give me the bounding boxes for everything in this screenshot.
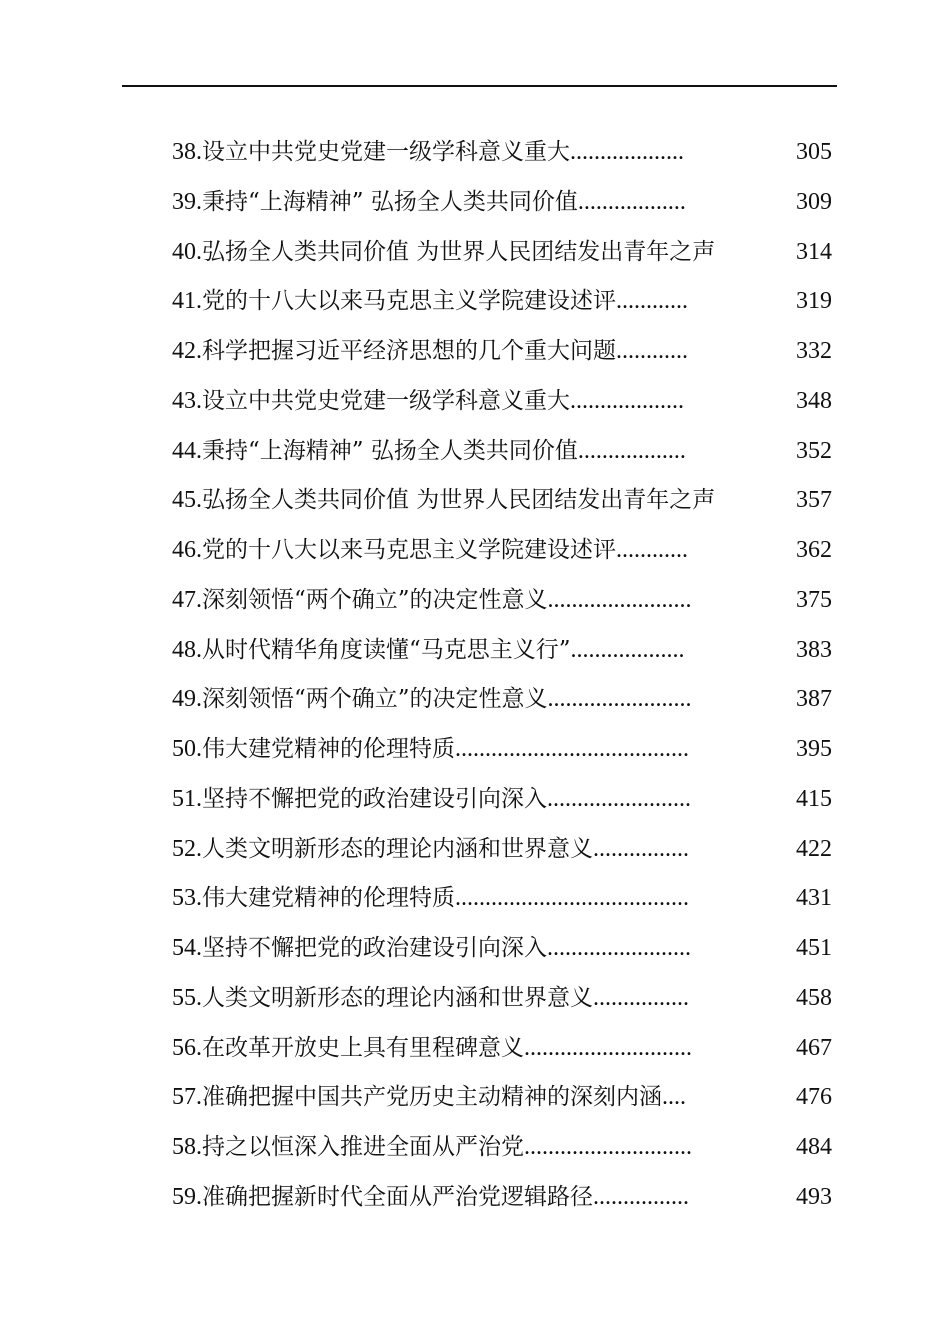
toc-entry-text xyxy=(172,128,570,178)
toc-entry-title: 持之以恒深入推进全面从严治党 xyxy=(202,1134,524,1160)
toc-entry-title: 秉持“上海精神” 弘扬全人类共同价值 xyxy=(202,437,578,464)
toc-entry-text xyxy=(172,526,616,576)
toc-entry-number: 56. xyxy=(172,1034,202,1061)
toc-entry-page-number: 348 xyxy=(796,387,832,414)
toc-entry-number: 54. xyxy=(172,935,202,961)
toc-entry-page-number: 458 xyxy=(796,984,832,1011)
toc-entry-number: 59. xyxy=(172,1183,202,1210)
toc-entry[interactable] xyxy=(172,476,832,526)
toc-entry-number: 38. xyxy=(172,139,202,165)
toc-entry-number: 41. xyxy=(172,288,202,315)
toc-entry-number: 58. xyxy=(172,1134,202,1160)
toc-entry[interactable] xyxy=(172,576,832,626)
table-of-contents xyxy=(172,128,832,1223)
toc-entry[interactable] xyxy=(172,626,832,676)
header-rule xyxy=(122,85,837,87)
toc-entry-text xyxy=(172,874,455,924)
toc-entry[interactable] xyxy=(172,675,832,725)
toc-entry-number: 40. xyxy=(172,238,202,265)
toc-entry-text xyxy=(172,476,715,526)
toc-entry-title: 设立中共党史党建一级学科意义重大 xyxy=(202,387,570,414)
toc-entry-text xyxy=(172,178,578,228)
toc-entry-title: 准确把握中国共产党历史主动精神的深刻内涵 xyxy=(202,1084,662,1111)
toc-entry-leader-dots: ................ xyxy=(593,984,689,1011)
toc-entry[interactable] xyxy=(172,427,832,477)
toc-entry-text xyxy=(172,825,593,875)
toc-entry-page-number: 451 xyxy=(796,935,832,961)
toc-entry-number: 49. xyxy=(172,686,202,713)
toc-entry-number: 55. xyxy=(172,984,202,1011)
toc-entry-title: 科学把握习近平经济思想的几个重大问题 xyxy=(202,338,616,364)
toc-entry-page-number: 305 xyxy=(796,139,832,165)
toc-entry-leader-dots: ............................ xyxy=(524,1134,692,1160)
toc-entry-leader-dots: ........................ xyxy=(547,686,692,713)
toc-entry-leader-dots: .................. xyxy=(577,188,686,215)
toc-entry[interactable] xyxy=(172,924,832,974)
toc-entry-page-number: 383 xyxy=(796,636,832,663)
toc-entry[interactable] xyxy=(172,327,832,377)
toc-entry-number: 46. xyxy=(172,537,202,563)
toc-entry[interactable] xyxy=(172,178,832,228)
toc-entry-title: 党的十八大以来马克思主义学院建设述评 xyxy=(202,537,616,563)
toc-entry-leader-dots: ................ xyxy=(593,1183,689,1210)
toc-entry-title: 伟大建党精神的伦理特质 xyxy=(202,736,455,762)
toc-entry-title: 深刻领悟“两个确立”的决定性意义 xyxy=(202,586,548,613)
toc-entry[interactable] xyxy=(172,725,832,775)
toc-entry-leader-dots: ............................ xyxy=(524,1034,692,1061)
toc-entry-leader-dots: ................... xyxy=(570,636,685,663)
toc-entry-number: 51. xyxy=(172,785,202,812)
toc-entry-title: 深刻领悟“两个确立”的决定性意义 xyxy=(202,686,548,713)
toc-entry-text xyxy=(172,277,616,327)
toc-entry-text xyxy=(172,775,547,825)
toc-entry-leader-dots: ........................ xyxy=(547,586,692,613)
toc-entry-leader-dots: ............ xyxy=(616,537,688,563)
toc-entry-page-number: 422 xyxy=(796,835,832,862)
toc-entry-title: 人类文明新形态的理论内涵和世界意义 xyxy=(202,984,593,1011)
toc-entry[interactable] xyxy=(172,128,832,178)
toc-entry-text xyxy=(172,427,578,477)
toc-entry-page-number: 314 xyxy=(796,238,832,265)
toc-entry[interactable] xyxy=(172,377,832,427)
toc-entry-leader-dots: ................ xyxy=(593,835,689,862)
toc-entry-page-number: 375 xyxy=(796,586,832,613)
toc-entry[interactable] xyxy=(172,825,832,875)
toc-entry[interactable] xyxy=(172,1173,832,1223)
toc-entry[interactable] xyxy=(172,775,832,825)
toc-entry-text xyxy=(172,1173,593,1223)
toc-entry-number: 57. xyxy=(172,1084,202,1111)
toc-entry-title: 设立中共党史党建一级学科意义重大 xyxy=(202,139,570,165)
toc-entry-number: 45. xyxy=(172,487,202,514)
toc-entry[interactable] xyxy=(172,277,832,327)
toc-entry-page-number: 387 xyxy=(796,686,832,713)
toc-entry-page-number: 395 xyxy=(796,736,832,762)
toc-entry-page-number: 309 xyxy=(796,188,832,215)
toc-entry-number: 44. xyxy=(172,437,202,464)
toc-entry[interactable] xyxy=(172,874,832,924)
toc-entry-number: 50. xyxy=(172,736,202,762)
toc-entry-title: 弘扬全人类共同价值 为世界人民团结发出青年之声 xyxy=(202,238,716,265)
toc-entry-title: 从时代精华角度读懂“马克思主义行” xyxy=(202,636,571,663)
toc-entry-leader-dots: ............ xyxy=(616,338,688,364)
toc-entry-leader-dots: .... xyxy=(662,1084,686,1111)
toc-entry-page-number: 431 xyxy=(796,885,832,912)
toc-entry[interactable] xyxy=(172,974,832,1024)
toc-entry-leader-dots: ................... xyxy=(570,139,684,165)
toc-entry-title: 党的十八大以来马克思主义学院建设述评 xyxy=(202,288,616,315)
toc-entry-title: 准确把握新时代全面从严治党逻辑路径 xyxy=(202,1183,593,1210)
toc-entry-page-number: 362 xyxy=(796,537,832,563)
toc-entry[interactable] xyxy=(172,228,832,278)
toc-entry-leader-dots: ........................ xyxy=(547,785,691,812)
toc-entry-text xyxy=(172,1024,524,1074)
toc-entry-page-number: 467 xyxy=(796,1034,832,1061)
toc-entry-text xyxy=(172,377,570,427)
toc-entry[interactable] xyxy=(172,1073,832,1123)
toc-entry-title: 人类文明新形态的理论内涵和世界意义 xyxy=(202,835,593,862)
toc-entry-text xyxy=(172,675,548,725)
toc-entry[interactable] xyxy=(172,526,832,576)
toc-entry-title: 弘扬全人类共同价值 为世界人民团结发出青年之声 xyxy=(202,487,716,514)
toc-entry-leader-dots: ....................................... xyxy=(455,885,689,912)
toc-entry-page-number: 415 xyxy=(796,785,832,812)
toc-entry-page-number: 332 xyxy=(796,338,832,364)
toc-entry-title: 在改革开放史上具有里程碑意义 xyxy=(202,1034,524,1061)
toc-entry-text xyxy=(172,1073,662,1123)
toc-entry-leader-dots: ................... xyxy=(570,387,684,414)
toc-entry-number: 47. xyxy=(172,586,202,613)
toc-entry-page-number: 352 xyxy=(796,437,832,464)
toc-entry-title: 伟大建党精神的伦理特质 xyxy=(202,885,455,912)
toc-entry-page-number: 493 xyxy=(796,1183,832,1210)
toc-entry-leader-dots: ....................................... xyxy=(455,736,689,762)
toc-entry-title: 秉持“上海精神” 弘扬全人类共同价值 xyxy=(202,188,578,215)
toc-entry[interactable] xyxy=(172,1024,832,1074)
toc-entry-text xyxy=(172,974,593,1024)
toc-entry-number: 42. xyxy=(172,338,202,364)
toc-entry-text xyxy=(172,626,571,676)
toc-entry-text xyxy=(172,576,548,626)
toc-entry-number: 43. xyxy=(172,387,202,414)
toc-entry-text xyxy=(172,1123,524,1173)
toc-entry-number: 52. xyxy=(172,835,202,862)
toc-entry-leader-dots: .................. xyxy=(577,437,686,464)
toc-entry-text xyxy=(172,327,616,377)
toc-entry-title: 坚持不懈把党的政治建设引向深入 xyxy=(202,935,547,961)
toc-entry-text xyxy=(172,924,547,974)
toc-entry[interactable] xyxy=(172,1123,832,1173)
toc-entry-leader-dots: ........................ xyxy=(547,935,691,961)
toc-entry-text xyxy=(172,228,715,278)
toc-entry-page-number: 357 xyxy=(796,487,832,514)
toc-entry-leader-dots: ............ xyxy=(616,288,688,315)
toc-entry-number: 48. xyxy=(172,636,202,663)
toc-entry-page-number: 476 xyxy=(796,1084,832,1111)
toc-entry-page-number: 319 xyxy=(796,288,832,315)
toc-entry-number: 53. xyxy=(172,885,202,912)
toc-entry-title: 坚持不懈把党的政治建设引向深入 xyxy=(202,785,547,812)
toc-entry-number: 39. xyxy=(172,188,202,215)
toc-entry-text xyxy=(172,725,455,775)
toc-entry-page-number: 484 xyxy=(796,1134,832,1160)
